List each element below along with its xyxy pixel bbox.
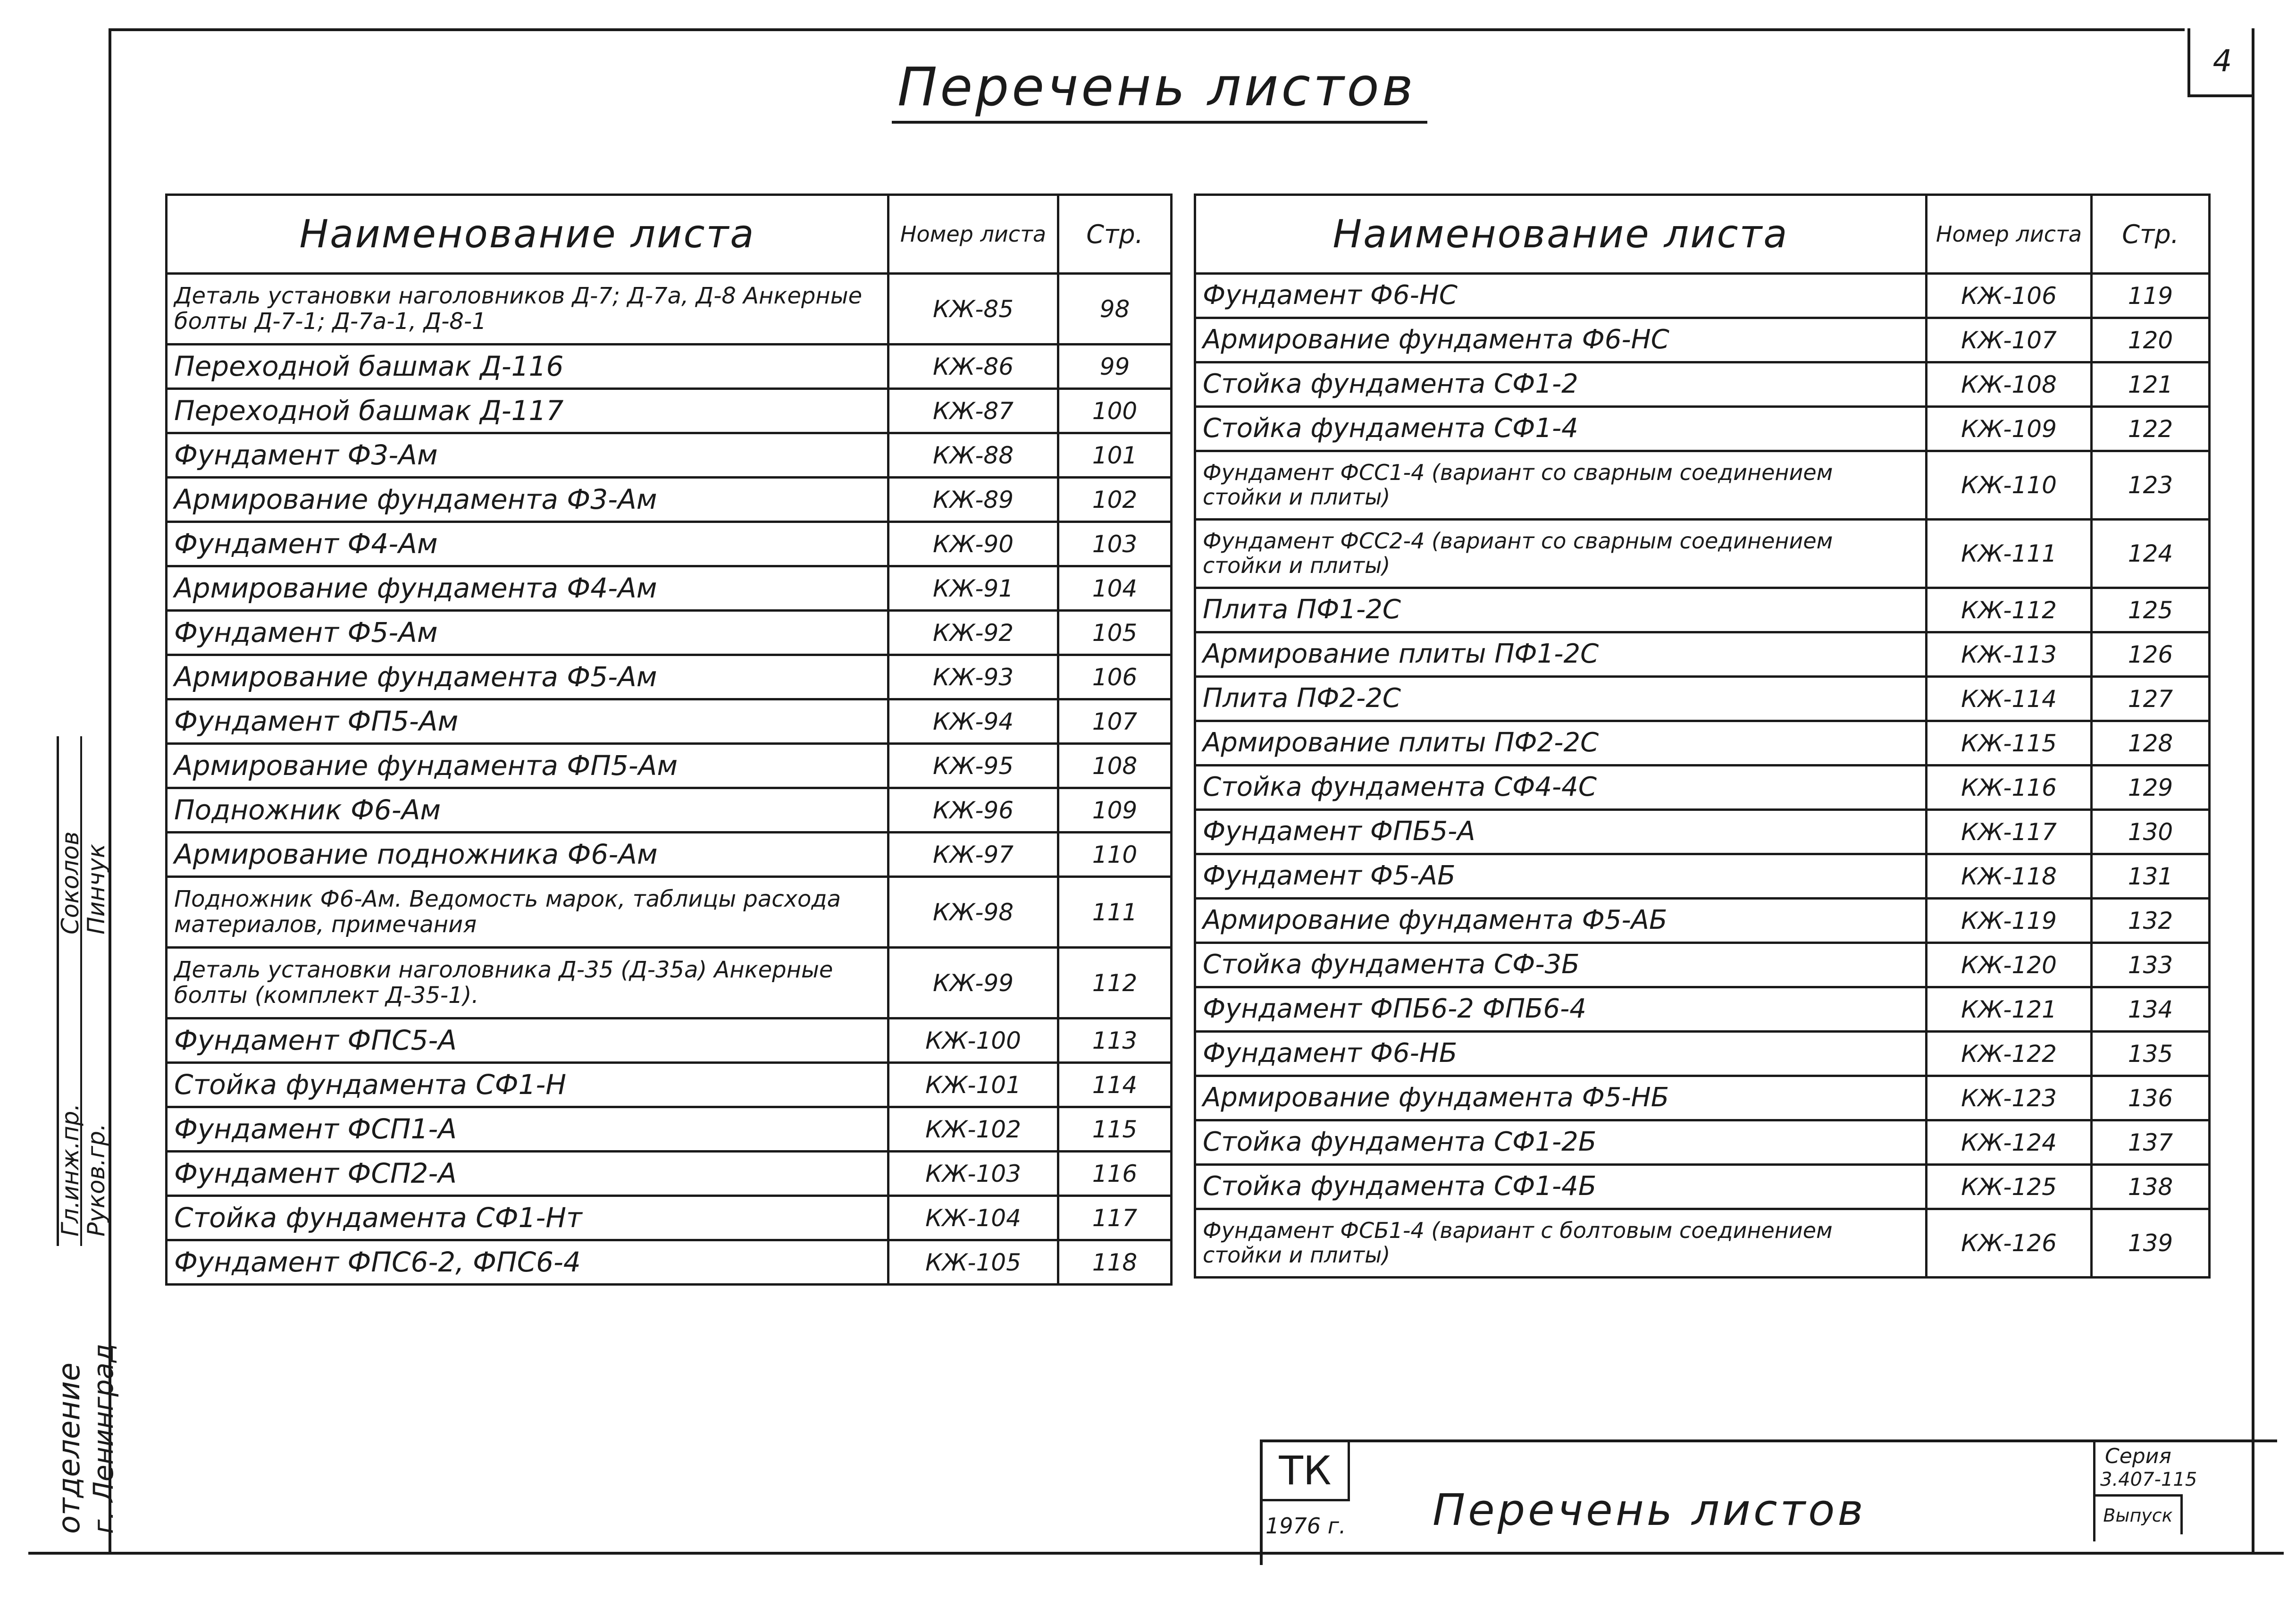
column-header-number: Номер листа (888, 195, 1058, 274)
sheet-number-cell: КЖ-112 (1927, 588, 2092, 632)
stamp-series-value: 3.407-115 (2100, 1469, 2197, 1490)
sheet-number-cell: КЖ-123 (1927, 1076, 2092, 1120)
page-cell: 104 (1058, 566, 1172, 611)
page-cell: 111 (1058, 877, 1172, 948)
column-header-name: Наименование листа (167, 195, 888, 274)
sheet-name-cell: Подножник Ф6-Ам. Ведомость марок, таблицы расхода материалов, примечания (167, 877, 888, 948)
table-row (167, 389, 1172, 433)
sheet-number-cell: КЖ-126 (1927, 1209, 2092, 1278)
sheet-name-cell: Подножник Ф6-Ам (167, 788, 888, 833)
sheet-number-cell: КЖ-85 (888, 274, 1058, 345)
table-row (167, 1018, 1172, 1063)
sheet-number-cell: КЖ-122 (1927, 1032, 2092, 1076)
sheet-name-cell: Плита ПФ1-2С (1195, 588, 1927, 632)
table-body-left (167, 274, 1172, 1285)
sheet-name-cell: Фундамент ФП5-Ам (167, 699, 888, 744)
page-cell: 103 (1058, 522, 1172, 566)
sheet-name-cell: Армирование подножника Ф6-Ам (167, 833, 888, 877)
sheet-number-cell: КЖ-90 (888, 522, 1058, 566)
sheet-number-cell: КЖ-115 (1927, 721, 2092, 766)
sheet-name-cell: Фундамент ФСП2-А (167, 1152, 888, 1196)
sheet-number-cell: КЖ-93 (888, 655, 1058, 699)
table-row (1195, 987, 2210, 1032)
table-row (167, 744, 1172, 788)
sheet-name-cell: Стойка фундамента СФ1-Н (167, 1063, 888, 1107)
sheet-number-cell: КЖ-100 (888, 1018, 1058, 1063)
sheet-number-cell: КЖ-108 (1927, 362, 2092, 407)
sheet-name-cell: Фундамент Ф5-АБ (1195, 854, 1927, 899)
sheet-name-cell: Стойка фундамента СФ1-2Б (1195, 1120, 1927, 1165)
table-row (1195, 943, 2210, 987)
page-cell: 131 (2092, 854, 2210, 899)
table-row (167, 478, 1172, 522)
sheet-number-cell: КЖ-120 (1927, 943, 2092, 987)
sheet-number-cell: КЖ-116 (1927, 766, 2092, 810)
sheet-name-cell: Армирование фундамента Ф5-Ам (167, 655, 888, 699)
sheet-number-cell: КЖ-117 (1927, 810, 2092, 854)
sheet-number-cell: КЖ-101 (888, 1063, 1058, 1107)
sheet-number-cell: КЖ-87 (888, 389, 1058, 433)
page-cell: 112 (1058, 948, 1172, 1018)
sheet-name-cell: Армирование фундамента Ф5-АБ (1195, 899, 1927, 943)
sheet-number-cell: КЖ-99 (888, 948, 1058, 1018)
table-row (1195, 632, 2210, 677)
approval-name-2: Пинчук (83, 843, 110, 934)
table-body-right (1195, 274, 2210, 1278)
stamp-title: Перечень листов (1433, 1485, 1866, 1535)
table-row (1195, 1120, 2210, 1165)
page-cell: 117 (1058, 1196, 1172, 1240)
city-label: г. Ленинград (87, 1343, 119, 1534)
sheet-number-cell: КЖ-110 (1927, 451, 2092, 520)
department-label: отделение (52, 1362, 87, 1534)
sheet-number-cell: КЖ-103 (888, 1152, 1058, 1196)
sheet-name-cell: Фундамент ФСП1-А (167, 1107, 888, 1152)
table-row (167, 522, 1172, 566)
sheet-name-cell: Стойка фундамента СФ4-4С (1195, 766, 1927, 810)
table-header-row (1195, 195, 2210, 274)
page-cell: 102 (1058, 478, 1172, 522)
sheet-name-cell: Фундамент Ф4-Ам (167, 522, 888, 566)
sheet-number-cell: КЖ-94 (888, 699, 1058, 744)
approval-role-2: Руков.гр. (83, 1123, 110, 1237)
page-cell: 121 (2092, 362, 2210, 407)
page-title: Перечень листов (892, 57, 1427, 124)
sheet-name-cell: Фундамент Ф6-НБ (1195, 1032, 1927, 1076)
sheet-number-cell: КЖ-121 (1927, 987, 2092, 1032)
sheet-number-cell: КЖ-88 (888, 433, 1058, 478)
sheet-number-cell: КЖ-119 (1927, 899, 2092, 943)
page-cell: 119 (2092, 274, 2210, 318)
column-header-name: Наименование листа (1195, 195, 1927, 274)
sheet-name-cell: Стойка фундамента СФ-3Б (1195, 943, 1927, 987)
sheet-name-cell: Фундамент ФПС5-А (167, 1018, 888, 1063)
table-row (167, 1196, 1172, 1240)
sheet-name-cell: Стойка фундамента СФ1-4 (1195, 407, 1927, 451)
sheet-name-cell: Фундамент ФСС2-4 (вариант со сварным соединением стойки и плиты) (1195, 520, 1927, 588)
page-cell: 118 (1058, 1240, 1172, 1285)
table-row (1195, 407, 2210, 451)
page-cell: 106 (1058, 655, 1172, 699)
sheet-name-cell: Армирование фундамента Ф4-Ам (167, 566, 888, 611)
page-cell: 120 (2092, 318, 2210, 362)
table-row (167, 566, 1172, 611)
table-row (167, 1063, 1172, 1107)
page-cell: 114 (1058, 1063, 1172, 1107)
sheet-number-cell: КЖ-89 (888, 478, 1058, 522)
stamp-series-box (2093, 1442, 2279, 1541)
sheet-name-cell: Стойка фундамента СФ1-Нт (167, 1196, 888, 1240)
page-cell: 124 (2092, 520, 2210, 588)
frame-top-line (109, 28, 2185, 31)
sheet-name-cell: Армирование плиты ПФ1-2С (1195, 632, 1927, 677)
sheet-name-cell: Фундамент ФПБ6-2 ФПБ6-4 (1195, 987, 1927, 1032)
sheet-name-cell: Переходной башмак Д-116 (167, 345, 888, 389)
sheet-name-cell: Армирование фундамента ФП5-Ам (167, 744, 888, 788)
table-row (1195, 854, 2210, 899)
sheet-name-cell: Фундамент ФСС1-4 (вариант со сварным соединением стойки и плиты) (1195, 451, 1927, 520)
sheet-number-cell: КЖ-109 (1927, 407, 2092, 451)
sheet-number-cell: КЖ-97 (888, 833, 1058, 877)
table-row (1195, 318, 2210, 362)
page-cell: 130 (2092, 810, 2210, 854)
table-row (167, 611, 1172, 655)
table-header-row (167, 195, 1172, 274)
page-cell: 134 (2092, 987, 2210, 1032)
sheet-number-cell: КЖ-92 (888, 611, 1058, 655)
table-row (1195, 810, 2210, 854)
table-row (1195, 899, 2210, 943)
table-row (1195, 451, 2210, 520)
page-cell: 122 (2092, 407, 2210, 451)
sheet-name-cell: Фундамент Ф5-Ам (167, 611, 888, 655)
table-row (1195, 766, 2210, 810)
frame-right-line (2252, 28, 2254, 1553)
sheet-number-cell: КЖ-96 (888, 788, 1058, 833)
sheet-number-cell: КЖ-95 (888, 744, 1058, 788)
stamp-issue-label: Выпуск (2095, 1494, 2183, 1534)
sheet-name-cell: Фундамент ФПС6-2, ФПС6-4 (167, 1240, 888, 1285)
column-header-page: Стр. (1058, 195, 1172, 274)
stamp-year: 1976 г. (1265, 1513, 1346, 1539)
page-cell: 115 (1058, 1107, 1172, 1152)
sheet-number-cell: КЖ-105 (888, 1240, 1058, 1285)
sheet-name-cell: Армирование фундамента Ф5-НБ (1195, 1076, 1927, 1120)
sheet-name-cell: Фундамент ФПБ5-А (1195, 810, 1927, 854)
sheet-name-cell: Деталь установки наголовника Д-35 (Д-35а) Анкерные болты (комплект Д-35-1). (167, 948, 888, 1018)
title-block-stamp (1260, 1439, 2277, 1565)
page-cell: 132 (2092, 899, 2210, 943)
table-row (167, 788, 1172, 833)
table-row (167, 655, 1172, 699)
table-row (167, 833, 1172, 877)
table-row (1195, 274, 2210, 318)
page-cell: 98 (1058, 274, 1172, 345)
sheet-name-cell: Армирование фундамента Ф6-НС (1195, 318, 1927, 362)
sheet-number-cell: КЖ-113 (1927, 632, 2092, 677)
page-cell: 133 (2092, 943, 2210, 987)
table-row (167, 274, 1172, 345)
sheet-name-cell: Переходной башмак Д-117 (167, 389, 888, 433)
column-header-number: Номер листа (1927, 195, 2092, 274)
page-cell: 135 (2092, 1032, 2210, 1076)
page-cell: 116 (1058, 1152, 1172, 1196)
page-cell: 107 (1058, 699, 1172, 744)
page-cell: 136 (2092, 1076, 2210, 1120)
sheet-number-cell: КЖ-107 (1927, 318, 2092, 362)
page-cell: 137 (2092, 1120, 2210, 1165)
page-cell: 101 (1058, 433, 1172, 478)
sheet-name-cell: Армирование плиты ПФ2-2С (1195, 721, 1927, 766)
sheet-number-cell: КЖ-114 (1927, 677, 2092, 721)
table-row (167, 433, 1172, 478)
sheet-number-cell: КЖ-111 (1927, 520, 2092, 588)
page-cell: 109 (1058, 788, 1172, 833)
sheet-name-cell: Армирование фундамента Ф3-Ам (167, 478, 888, 522)
table-row (167, 1240, 1172, 1285)
sheet-list-table-left (165, 194, 1173, 1286)
sheet-number-cell: КЖ-104 (888, 1196, 1058, 1240)
table-row (1195, 1032, 2210, 1076)
frame-left-line (109, 28, 111, 1553)
page-cell: 100 (1058, 389, 1172, 433)
sheet-name-cell: Фундамент ФСБ1-4 (вариант с болтовым соединением стойки и плиты) (1195, 1209, 1927, 1278)
page-cell: 108 (1058, 744, 1172, 788)
table-row (1195, 520, 2210, 588)
sheet-name-cell: Стойка фундамента СФ1-4Б (1195, 1165, 1927, 1209)
table-row (167, 1107, 1172, 1152)
page-cell: 126 (2092, 632, 2210, 677)
page-cell: 128 (2092, 721, 2210, 766)
table-row (167, 1152, 1172, 1196)
sheet-number-cell: КЖ-125 (1927, 1165, 2092, 1209)
table-row (167, 699, 1172, 744)
table-row (1195, 1165, 2210, 1209)
sheet-name-cell: Плита ПФ2-2С (1195, 677, 1927, 721)
sheet-name-cell: Фундамент Ф3-Ам (167, 433, 888, 478)
sheet-number-cell: КЖ-118 (1927, 854, 2092, 899)
stamp-series-label: Серия (2105, 1444, 2171, 1468)
table-row (1195, 362, 2210, 407)
sheet-number-cell: КЖ-86 (888, 345, 1058, 389)
table-row (167, 948, 1172, 1018)
page-cell: 139 (2092, 1209, 2210, 1278)
table-row (1195, 588, 2210, 632)
table-row (1195, 677, 2210, 721)
page-cell: 113 (1058, 1018, 1172, 1063)
approval-name-1: Соколов (57, 831, 84, 934)
sheet-number-cell: КЖ-106 (1927, 274, 2092, 318)
table-row (1195, 721, 2210, 766)
sheet-number-cell: КЖ-102 (888, 1107, 1058, 1152)
column-header-page: Стр. (2092, 195, 2210, 274)
sheet-number: 4 (2187, 28, 2254, 97)
sheet-name-cell: Деталь установки наголовников Д-7; Д-7а, Д-8 Анкерные болты Д-7-1; Д-7а-1, Д-8-1 (167, 274, 888, 345)
sheet-name-cell: Фундамент Ф6-НС (1195, 274, 1927, 318)
sheet-number-cell: КЖ-124 (1927, 1120, 2092, 1165)
page-cell: 99 (1058, 345, 1172, 389)
approval-role-1: Гл.инж.пр. (57, 1103, 84, 1237)
stamp-org: ТК (1263, 1442, 1350, 1501)
page-cell: 125 (2092, 588, 2210, 632)
page-cell: 127 (2092, 677, 2210, 721)
table-row (1195, 1076, 2210, 1120)
sheet-number-cell: КЖ-98 (888, 877, 1058, 948)
page-cell: 110 (1058, 833, 1172, 877)
table-row (167, 345, 1172, 389)
sheet-name-cell: Стойка фундамента СФ1-2 (1195, 362, 1927, 407)
page-cell: 129 (2092, 766, 2210, 810)
table-row (167, 877, 1172, 948)
sheet-list-table-right (1194, 194, 2211, 1279)
page-cell: 123 (2092, 451, 2210, 520)
table-row (1195, 1209, 2210, 1278)
page-cell: 138 (2092, 1165, 2210, 1209)
page-cell: 105 (1058, 611, 1172, 655)
sheet-number-cell: КЖ-91 (888, 566, 1058, 611)
